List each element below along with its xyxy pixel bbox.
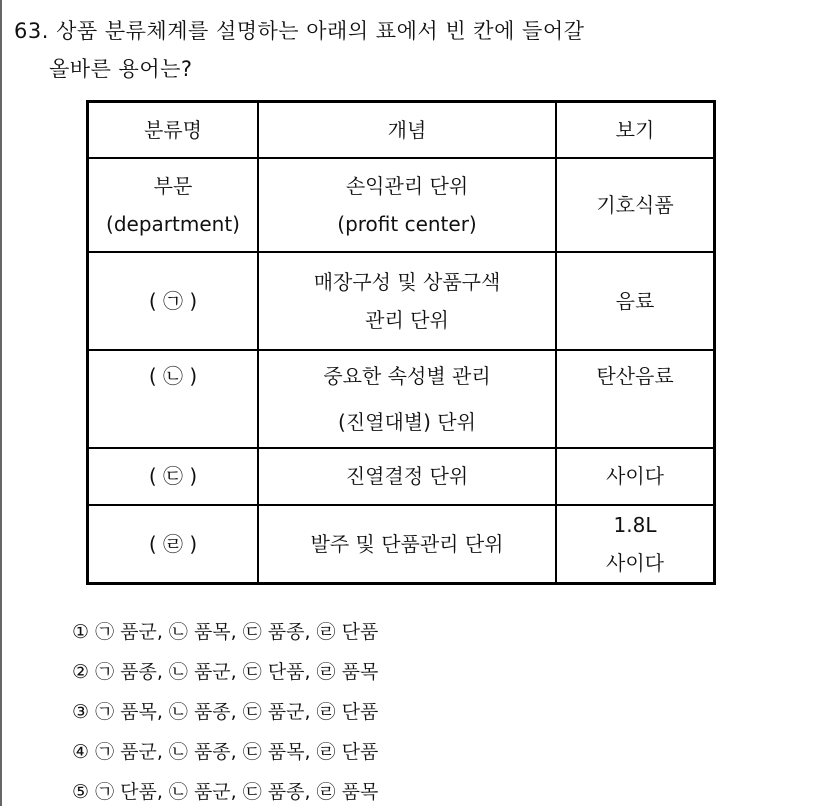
cell-name: ( ㉣ ) — [88, 505, 259, 584]
cell-text: 관리 단위 — [365, 307, 449, 332]
cell-text: (department) — [106, 211, 240, 236]
header-concept: 개념 — [258, 102, 556, 158]
option-2[interactable]: ② ㉠ 품종, ㉡ 품군, ㉢ 단품, ㉣ 품목 — [72, 661, 379, 683]
cell-text: (진열대별) 단위 — [338, 409, 476, 434]
table-row — [88, 350, 715, 448]
cell-example — [556, 505, 715, 584]
cell-name: ( ㉢ ) — [88, 448, 259, 505]
table-row — [88, 252, 715, 350]
cell-name — [88, 158, 259, 252]
option-5[interactable]: ⑤ ㉠ 단품, ㉡ 품군, ㉢ 품종, ㉣ 품목 — [72, 781, 379, 803]
cell-text: 중요한 속성별 관리 — [323, 363, 491, 388]
table-header-row — [88, 102, 715, 158]
cell-text: (profit center) — [337, 211, 477, 236]
cell-text: 손익관리 단위 — [345, 173, 469, 198]
question-number: 63. — [14, 19, 49, 43]
cell-example: 음료 — [556, 252, 715, 350]
cell-example: 기호식품 — [556, 158, 715, 252]
question-text-line1: 상품 분류체계를 설명하는 아래의 표에서 빈 칸에 들어갈 — [56, 19, 585, 43]
classification-table — [86, 100, 716, 585]
page-border — [0, 0, 2, 806]
answer-options — [72, 612, 378, 812]
header-name: 분류명 — [88, 102, 259, 158]
cell-concept — [258, 350, 556, 448]
cell-name: ( ㉡ ) — [88, 350, 259, 448]
cell-text: 1.8L — [613, 512, 657, 537]
header-example: 보기 — [556, 102, 715, 158]
cell-example: 사이다 — [556, 448, 715, 505]
cell-text: 매장구성 및 상품구색 — [313, 269, 501, 294]
cell-text: 부문 — [153, 173, 193, 198]
cell-name: ( ㉠ ) — [88, 252, 259, 350]
option-3[interactable]: ③ ㉠ 품목, ㉡ 품종, ㉢ 품군, ㉣ 단품 — [72, 701, 379, 723]
cell-concept — [258, 252, 556, 350]
cell-concept: 발주 및 단품관리 단위 — [258, 505, 556, 584]
table-row — [88, 505, 715, 584]
cell-example: 탄산음료 — [556, 350, 715, 448]
cell-concept — [258, 158, 556, 252]
question-text-line2: 올바른 용어는? — [49, 57, 193, 81]
cell-text: 사이다 — [606, 550, 664, 575]
option-4[interactable]: ④ ㉠ 품군, ㉡ 품종, ㉢ 품목, ㉣ 단품 — [72, 741, 379, 763]
option-1[interactable]: ① ㉠ 품군, ㉡ 품목, ㉢ 품종, ㉣ 단품 — [72, 621, 379, 643]
table-row — [88, 448, 715, 505]
cell-concept: 진열결정 단위 — [258, 448, 556, 505]
table-row — [88, 158, 715, 252]
question-stem — [14, 12, 584, 88]
